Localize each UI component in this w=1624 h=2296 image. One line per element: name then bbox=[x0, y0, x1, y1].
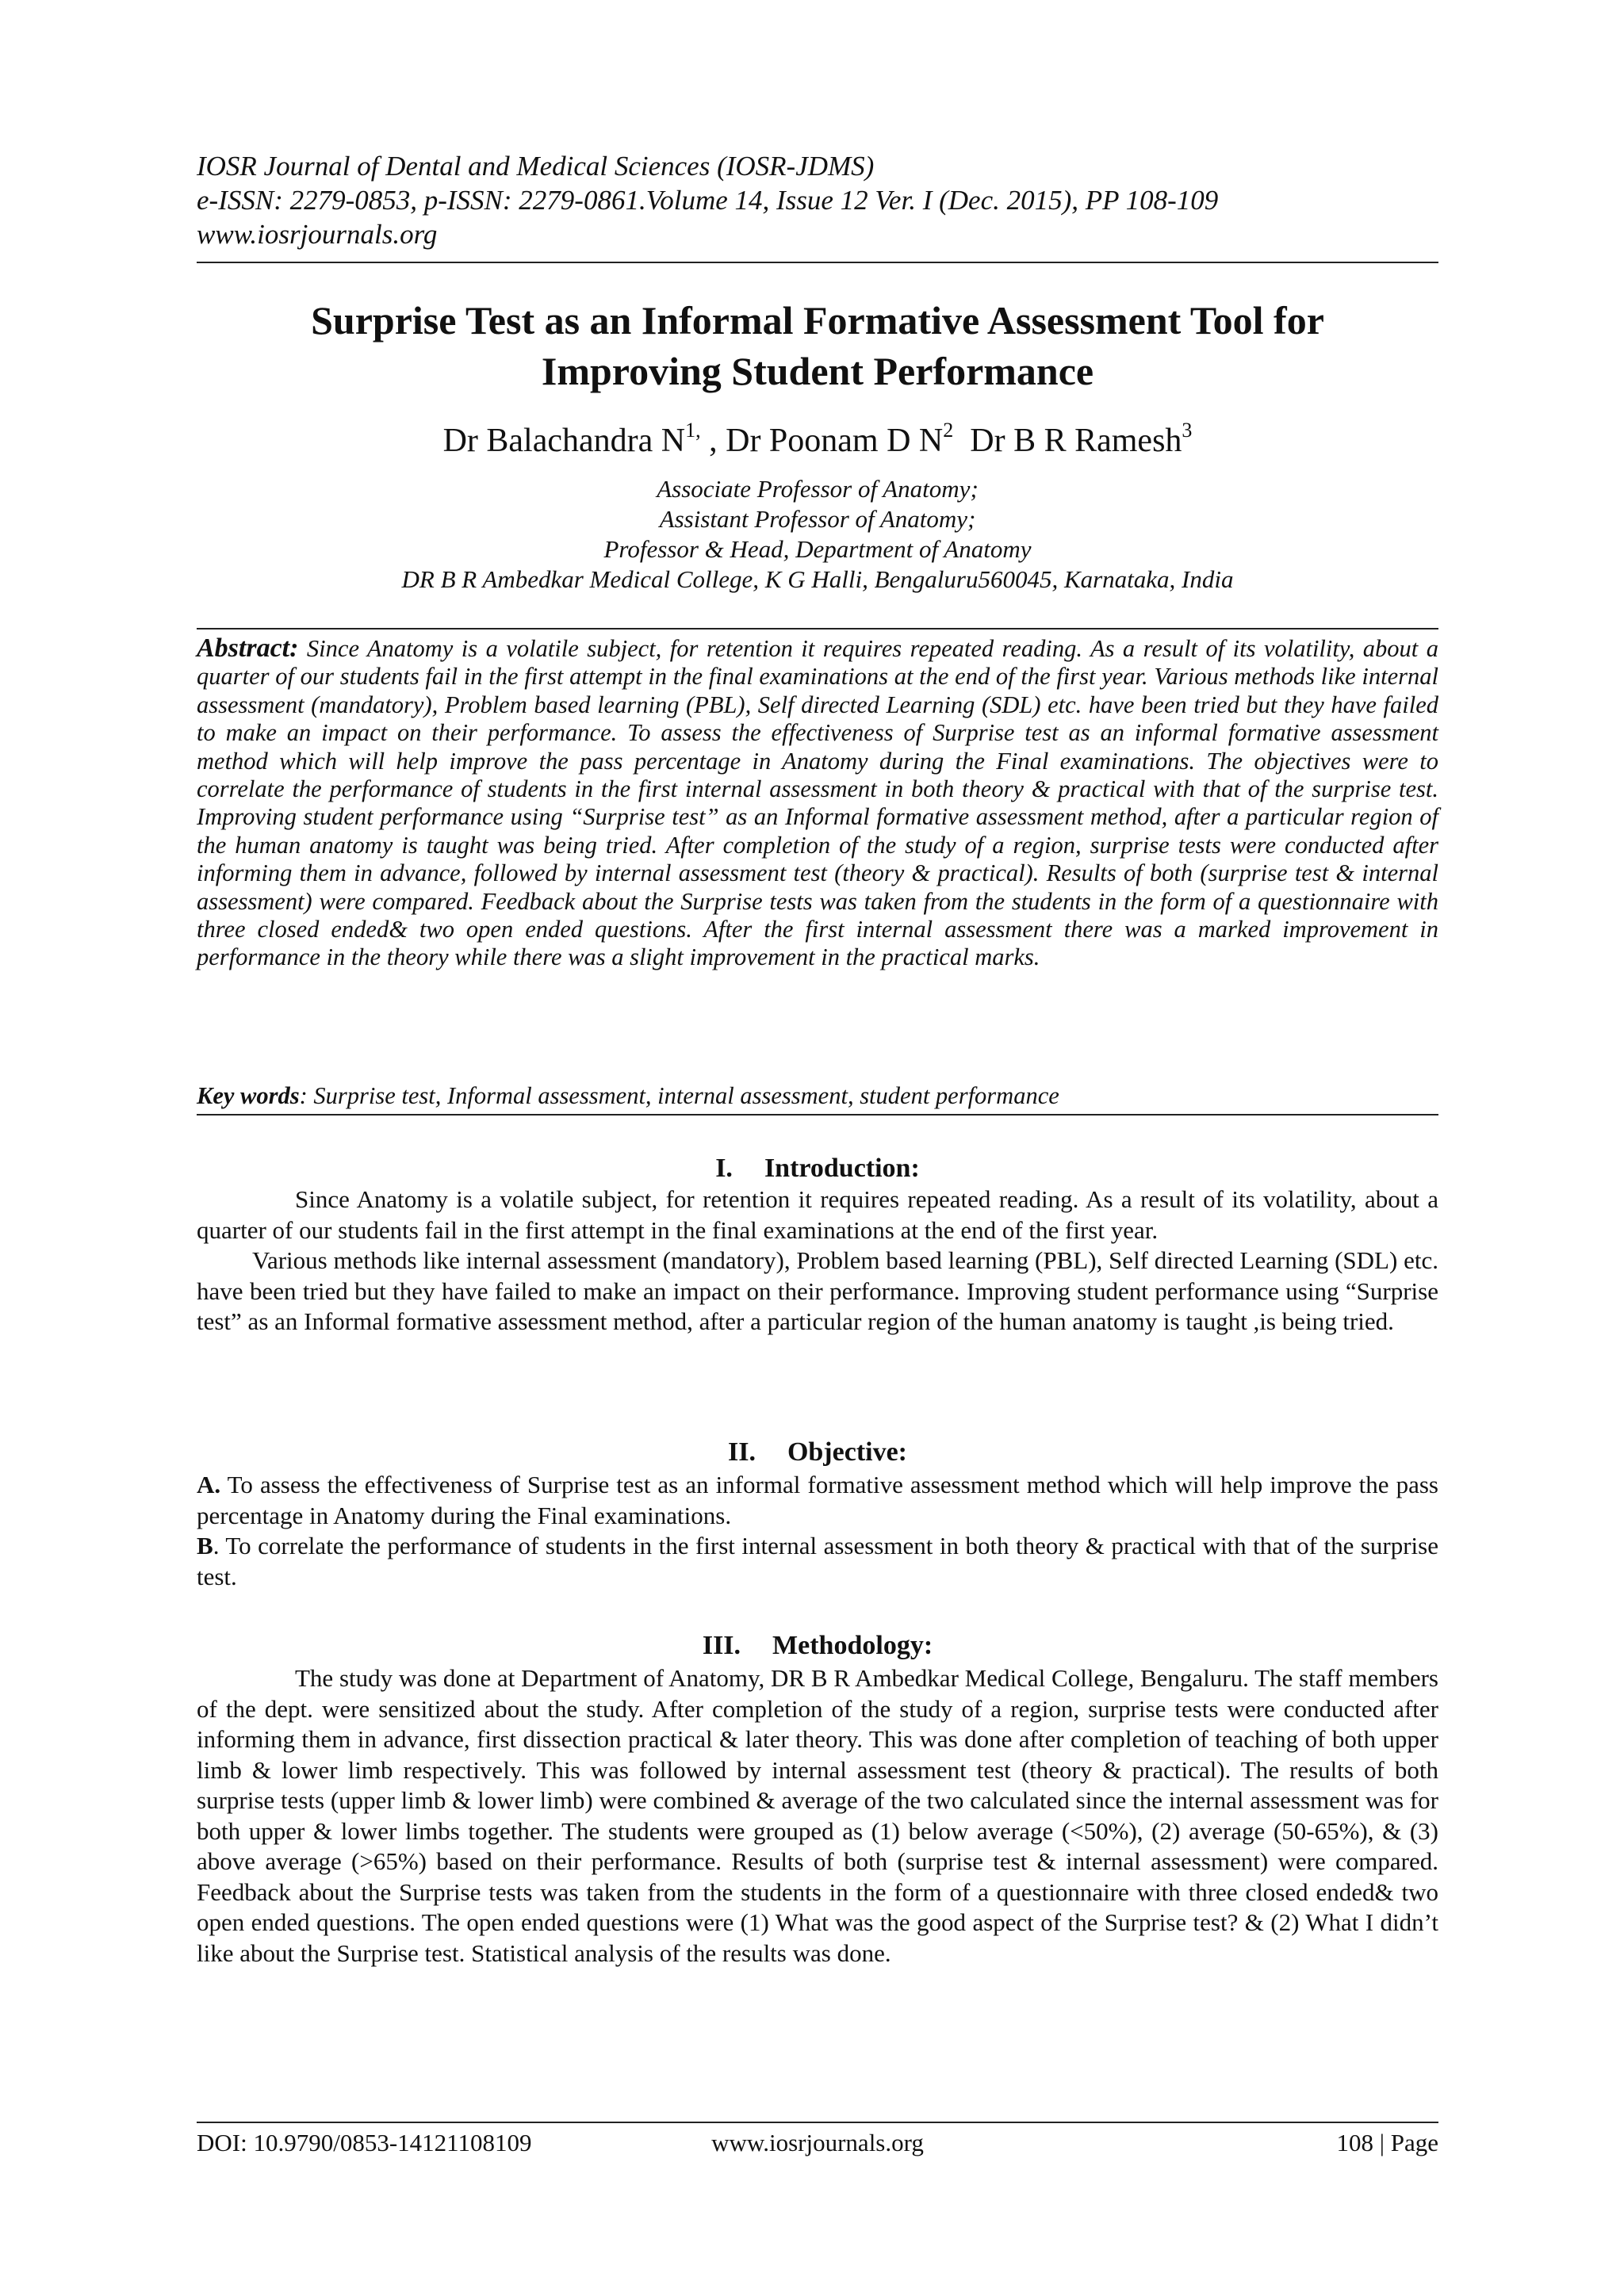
section-heading-objective bbox=[197, 1437, 1438, 1468]
abstract-text: Since Anatomy is a volatile subject, for retention it requires repeated reading. As a result of its volatility, about a quarter of our students fail in the first attempt in the final examinations at the end of the first year. Various methods like internal assessment (mandatory), Problem based learning (PBL), Self directed Learning (SDL) etc. have been tried but they have failed to make an impact on their performance. To assess the effectiveness of Surprise test as an informal formative assessment method which will help improve the pass percentage in Anatomy during the Final examinations. The objectives were to correlate the performance of students in the first internal assessment in both theory & practical with that of the surprise test. Improving student performance using “Surprise test” as an Informal formative assessment method, after a particular region of the human anatomy is taught was being tried. After completion of the study of a region, surprise tests were conducted after informing them in advance, followed by internal assessment test (theory & practical). Results of both (surprise test & internal assessment) were compared. Feedback about the Surprise tests was taken from the students in the form of a questionnaire with three closed ended& two open ended questions. After the first internal assessment there was a marked improvement in performance in the theory while there was a slight improvement in the practical marks. bbox=[197, 635, 1438, 971]
affiliation-3: Professor & Head, Department of Anatomy bbox=[603, 535, 1032, 563]
paper-title bbox=[197, 295, 1438, 396]
journal-issn: e-ISSN: 2279-0853, p-ISSN: 2279-0861.Volume 14, Issue 12 Ver. I (Dec. 2015), PP 108-109 bbox=[197, 185, 1219, 216]
section-title: Objective: bbox=[787, 1437, 907, 1467]
section-heading-introduction bbox=[197, 1153, 1438, 1184]
affiliation-1: Associate Professor of Anatomy; bbox=[657, 475, 979, 503]
affiliation-2: Assistant Professor of Anatomy; bbox=[659, 505, 976, 533]
abstract-bottom-rule bbox=[197, 1114, 1438, 1115]
author-2-sup: 2 bbox=[943, 419, 954, 442]
author-sep-2 bbox=[953, 423, 970, 459]
keywords-text: : Surprise test, Informal assessment, internal assessment, student performance bbox=[299, 1082, 1059, 1109]
journal-url: www.iosrjournals.org bbox=[197, 219, 438, 250]
title-line-2: Improving Student Performance bbox=[541, 349, 1094, 393]
section-title: Methodology: bbox=[772, 1631, 933, 1660]
objective-b-label: B bbox=[197, 1532, 213, 1559]
author-3-sup: 3 bbox=[1182, 419, 1193, 442]
author-sep-1: , bbox=[700, 423, 726, 459]
footer-doi: DOI: 10.9790/0853-14121108109 bbox=[197, 2129, 532, 2156]
affiliation-4: DR B R Ambedkar Medical College, K G Halli, Bengaluru560045, Karnataka, India bbox=[401, 565, 1234, 593]
affiliations bbox=[197, 474, 1438, 595]
author-3: Dr B R Ramesh bbox=[970, 423, 1182, 459]
methodology-body bbox=[197, 1663, 1438, 1969]
paragraph: Various methods like internal assessment (mandatory), Problem based learning (PBL), Self directed Learning (SDL) etc. have been tried but they have failed to make an impact on their performance. Improving student performance using “Surprise test” as an Informal formative assessment method, after a particular region of the human anatomy is taught ,is being tried. bbox=[197, 1246, 1438, 1335]
footer-rule bbox=[197, 2122, 1438, 2123]
objective-a bbox=[197, 1470, 1438, 1531]
section-number: I. bbox=[715, 1154, 733, 1183]
header-rule bbox=[197, 262, 1438, 263]
journal-name: IOSR Journal of Dental and Medical Sciences (IOSR-JDMS) bbox=[197, 151, 875, 182]
objective-body bbox=[197, 1470, 1438, 1592]
author-1: Dr Balachandra N bbox=[442, 423, 686, 459]
abstract-label: Abstract: bbox=[197, 633, 299, 663]
journal-header bbox=[197, 149, 1438, 251]
introduction-body bbox=[197, 1184, 1438, 1337]
section-number: II. bbox=[727, 1437, 756, 1467]
author-2: Dr Poonam D N bbox=[726, 423, 944, 459]
paragraph: Since Anatomy is a volatile subject, for retention it requires repeated reading. As a result of its volatility, about a quarter of our students fail in the first attempt in the final examinations at the end of the first year. bbox=[197, 1185, 1438, 1244]
paragraph: The study was done at Department of Anatomy, DR B R Ambedkar Medical College, Bengaluru. The staff members of the dept. were sensitized about the study. After completion of the study of a region, surprise tests were conducted after informing them in advance, first dissection practical & later theory. This was done after completion of teaching of both upper limb & lower limb respectively. This was followed by internal assessment test (theory & practical). The results of both surprise tests (upper limb & lower limb) were combined & average of the two calculated since the internal assessment was for both upper & lower limbs together. The students were grouped as (1) below average (<50%), (2) average (50-65%), & (3) above average (>65%) based on their performance. Results of both (surprise test & internal assessment) were compared. Feedback about the Surprise tests was taken from the students in the form of a questionnaire with three closed ended& two open ended questions. The open ended questions were (1) What was the good aspect of the Surprise test? & (2) What I didn’t like about the Surprise test. Statistical analysis of the results was done. bbox=[197, 1664, 1438, 1967]
title-line-1: Surprise Test as an Informal Formative Assessment Tool for bbox=[311, 298, 1324, 342]
keywords-label: Key words bbox=[197, 1082, 300, 1109]
footer-site: www.iosrjournals.org bbox=[711, 2129, 924, 2156]
objective-a-label: A. bbox=[197, 1471, 221, 1498]
keywords bbox=[197, 1081, 1438, 1110]
objective-a-text: To assess the effectiveness of Surprise test as an informal formative assessment method which will help improve the pass percentage in Anatomy during the Final examinations. bbox=[197, 1471, 1438, 1529]
objective-b-text: . To correlate the performance of students in the first internal assessment in both theory & practical with that of the surprise test. bbox=[197, 1532, 1438, 1590]
section-number: III. bbox=[702, 1631, 741, 1660]
footer-page-number: 108 | Page bbox=[1336, 2129, 1438, 2156]
author-1-sup: 1, bbox=[685, 419, 701, 442]
abstract bbox=[197, 634, 1438, 972]
section-title: Introduction: bbox=[764, 1154, 920, 1183]
abstract-top-rule bbox=[197, 628, 1438, 629]
author-list bbox=[197, 420, 1438, 461]
section-heading-methodology bbox=[197, 1630, 1438, 1662]
objective-b bbox=[197, 1531, 1438, 1592]
